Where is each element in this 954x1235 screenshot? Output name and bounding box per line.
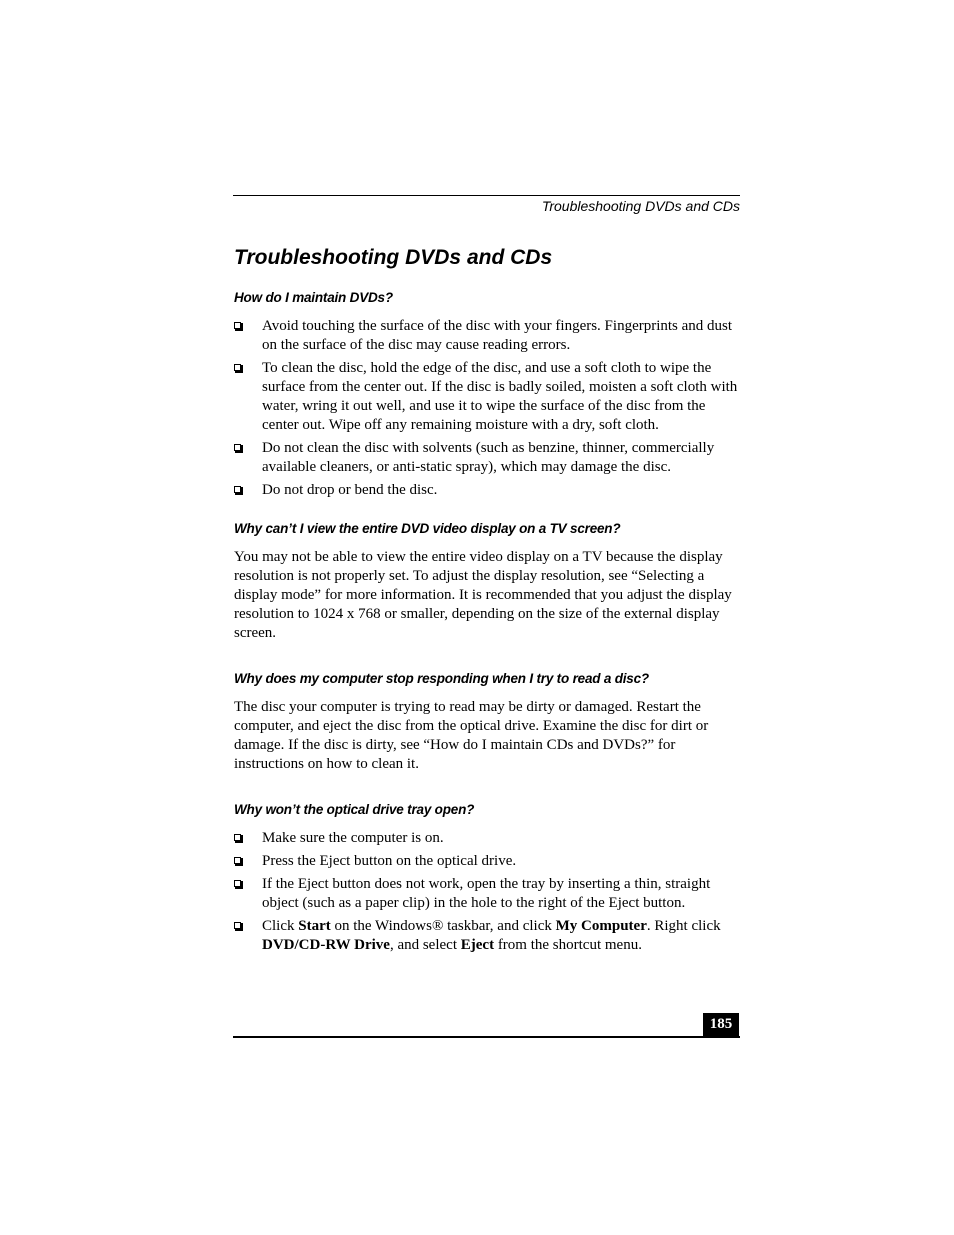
list-item-text: Click Start on the Windows® taskbar, and click My Computer. Right click DVD/CD-RW Drive, and select Eject from the shortcut menu. — [262, 918, 721, 953]
checkbox-bullet-icon — [234, 857, 241, 864]
maintain-dvds-list — [234, 317, 740, 500]
list-item-text: If the Eject button does not work, open the tray by inserting a thin, straight object (such as a paper clip) in the hole to the right of the Eject button. — [262, 876, 711, 911]
checkbox-bullet-icon — [234, 486, 241, 493]
tray-open-list — [234, 829, 740, 955]
list-item — [234, 359, 740, 435]
my-computer-term: My Computer — [555, 918, 647, 934]
list-item — [234, 439, 740, 477]
page-content — [234, 244, 740, 975]
question-tray-open: Why won’t the optical drive tray open? — [234, 802, 475, 817]
running-header: Troubleshooting DVDs and CDs — [541, 198, 740, 214]
checkbox-bullet-icon — [234, 922, 241, 929]
list-item — [234, 875, 740, 913]
list-item — [234, 317, 740, 355]
question-maintain-dvds: How do I maintain DVDs? — [234, 290, 393, 305]
list-item-text: To clean the disc, hold the edge of the disc, and use a soft cloth to wipe the surface from the center out. If the disc is badly soiled, moisten a soft cloth with water, wring it out well, and use it to wipe the surface of the disc from the center out. Wipe off any remaining moisture with a dry, soft cloth. — [262, 360, 738, 433]
header-rule — [233, 195, 740, 196]
list-item-text: Press the Eject button on the optical drive. — [262, 853, 517, 869]
answer-computer-stops: The disc your computer is trying to read may be dirty or damaged. Restart the computer, and eject the disc from the optical drive. Examine the disc for dirt or damage. If the disc is dirty, see “How do I maintain CDs and DVDs?” for instructions on how to clean it. — [234, 699, 709, 772]
footer-rule — [233, 1036, 740, 1038]
question-tv-display: Why can’t I view the entire DVD video display on a TV screen? — [234, 521, 621, 536]
start-term: Start — [298, 918, 331, 934]
answer-tv-display: You may not be able to view the entire video display on a TV because the display resolution is not properly set. To adjust the display resolution, see “Selecting a display mode” for more information. It is recommended that you adjust the display resolution to 1024 x 768 or smaller, depending on the size of the external display screen. — [234, 549, 732, 641]
checkbox-bullet-icon — [234, 322, 241, 329]
eject-term: Eject — [460, 937, 495, 953]
checkbox-bullet-icon — [234, 834, 241, 841]
list-item — [234, 917, 740, 955]
list-item-text: Avoid touching the surface of the disc with your fingers. Fingerprints and dust on the surface of the disc may cause reading errors. — [262, 318, 733, 353]
dvd-drive-term: DVD/CD-RW Drive — [262, 937, 390, 953]
list-item — [234, 481, 740, 500]
page-number: 185 — [703, 1013, 739, 1037]
question-computer-stops: Why does my computer stop responding when I try to read a disc? — [234, 671, 649, 686]
list-item-text: Do not clean the disc with solvents (such as benzine, thinner, commercially available cleaners, or anti-static spray), which may damage the disc. — [262, 440, 715, 475]
list-item — [234, 829, 740, 848]
list-item-text: Make sure the computer is on. — [262, 830, 444, 846]
checkbox-bullet-icon — [234, 880, 241, 887]
list-item — [234, 852, 740, 871]
checkbox-bullet-icon — [234, 364, 241, 371]
checkbox-bullet-icon — [234, 444, 241, 451]
list-item-text: Do not drop or bend the disc. — [262, 482, 438, 498]
page-title: Troubleshooting DVDs and CDs — [234, 246, 553, 269]
